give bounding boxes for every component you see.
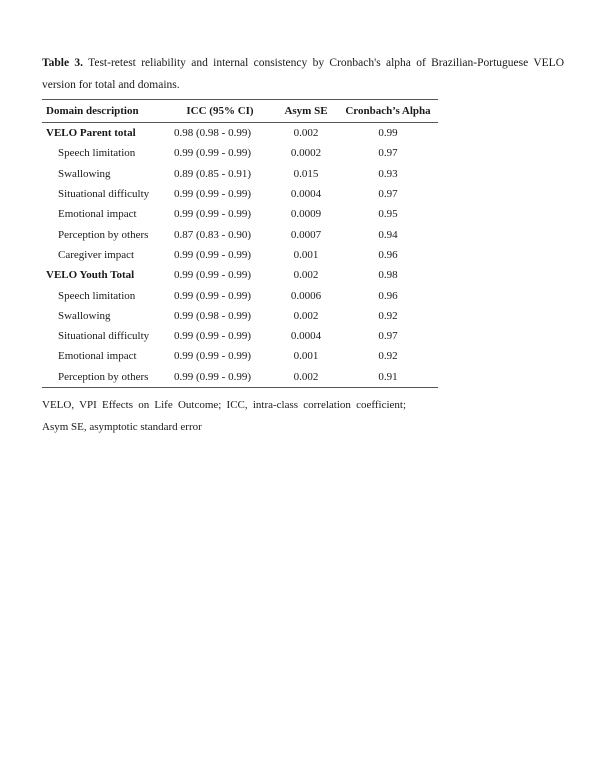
alpha-cell: 0.94 xyxy=(378,228,398,241)
alpha-cell: 0.92 xyxy=(378,309,398,322)
asym-se-cell: 0.015 xyxy=(293,167,319,180)
table-caption xyxy=(42,52,564,96)
table-row xyxy=(42,285,438,305)
table-row xyxy=(42,367,438,388)
header-domain: Domain description xyxy=(42,100,166,123)
asym-se-cell: 0.001 xyxy=(293,350,319,363)
header-asym-se: Asym SE xyxy=(274,100,338,123)
icc-cell: 0.99 (0.99 - 0.99) xyxy=(174,269,251,282)
domain-cell: Swallowing xyxy=(58,309,111,322)
icc-cell: 0.99 (0.99 - 0.99) xyxy=(166,367,274,388)
table-label: Table 3. xyxy=(42,56,84,69)
alpha-cell: 0.99 xyxy=(378,127,398,140)
domain-cell: Situational difficulty xyxy=(58,330,150,343)
icc-cell: 0.89 (0.85 - 0.91) xyxy=(174,167,251,180)
table-body xyxy=(42,123,438,388)
domain-cell: Situational difficulty xyxy=(58,188,150,201)
alpha-cell: 0.91 xyxy=(338,367,438,388)
asym-se-cell: 0.002 xyxy=(293,269,319,282)
asym-se-cell: 0.002 xyxy=(293,309,319,322)
asym-se-cell: 0.002 xyxy=(274,367,338,388)
icc-cell: 0.87 (0.83 - 0.90) xyxy=(174,228,251,241)
header-row xyxy=(42,100,438,123)
reliability-table xyxy=(42,99,438,388)
domain-cell: Caregiver impact xyxy=(58,248,135,261)
domain-cell: Perception by others xyxy=(42,367,166,388)
alpha-cell: 0.97 xyxy=(378,330,398,343)
caption-text: Test-retest reliability and internal consistency by Cronbach's alpha of Brazilian-Portuguese VELO version for total and domains. xyxy=(42,56,564,91)
alpha-cell: 0.95 xyxy=(378,208,398,221)
icc-cell: 0.99 (0.99 - 0.99) xyxy=(174,289,251,302)
table-footnote: VELO, VPI Effects on Life Outcome; ICC, intra-class correlation coefficient; Asym SE, asymptotic standard error xyxy=(42,399,406,433)
table-row xyxy=(42,306,438,326)
alpha-cell: 0.96 xyxy=(378,289,398,302)
icc-cell: 0.98 (0.98 - 0.99) xyxy=(174,127,251,140)
header-cronbach-alpha: Cronbach’s Alpha xyxy=(338,100,438,123)
domain-cell: VELO Parent total xyxy=(46,127,136,140)
table-row xyxy=(42,123,438,144)
table-row xyxy=(42,326,438,346)
asym-se-cell: 0.001 xyxy=(293,248,319,261)
icc-cell: 0.99 (0.99 - 0.99) xyxy=(174,248,251,261)
asym-se-cell: 0.0009 xyxy=(290,208,322,221)
domain-cell: Perception by others xyxy=(58,228,149,241)
header-icc: ICC (95% CI) xyxy=(166,100,274,123)
icc-cell: 0.99 (0.99 - 0.99) xyxy=(174,208,251,221)
table-row xyxy=(42,346,438,366)
domain-cell: VELO Youth Total xyxy=(46,269,135,282)
table-row xyxy=(42,164,438,184)
table-row xyxy=(42,204,438,224)
asym-se-cell: 0.002 xyxy=(293,127,319,140)
table-row xyxy=(42,143,438,163)
domain-cell: Emotional impact xyxy=(58,208,137,221)
table-row xyxy=(42,265,438,285)
alpha-cell: 0.92 xyxy=(378,350,398,363)
domain-cell: Speech limitation xyxy=(58,289,136,302)
alpha-cell: 0.93 xyxy=(378,167,398,180)
asym-se-cell: 0.0002 xyxy=(290,147,322,160)
alpha-cell: 0.97 xyxy=(378,147,398,160)
asym-se-cell: 0.0006 xyxy=(290,289,322,302)
alpha-cell: 0.96 xyxy=(378,248,398,261)
asym-se-cell: 0.0004 xyxy=(290,330,322,343)
icc-cell: 0.99 (0.98 - 0.99) xyxy=(174,309,251,322)
icc-cell: 0.99 (0.99 - 0.99) xyxy=(174,330,251,343)
table-row xyxy=(42,184,438,204)
asym-se-cell: 0.0007 xyxy=(290,228,322,241)
alpha-cell: 0.98 xyxy=(378,269,398,282)
table-row xyxy=(42,245,438,265)
asym-se-cell: 0.0004 xyxy=(290,188,322,201)
domain-cell: Speech limitation xyxy=(58,147,136,160)
icc-cell: 0.99 (0.99 - 0.99) xyxy=(174,350,251,363)
domain-cell: Swallowing xyxy=(58,167,111,180)
domain-cell: Emotional impact xyxy=(58,350,137,363)
icc-cell: 0.99 (0.99 - 0.99) xyxy=(174,147,251,160)
icc-cell: 0.99 (0.99 - 0.99) xyxy=(174,188,251,201)
table-row xyxy=(42,224,438,244)
alpha-cell: 0.97 xyxy=(378,188,398,201)
